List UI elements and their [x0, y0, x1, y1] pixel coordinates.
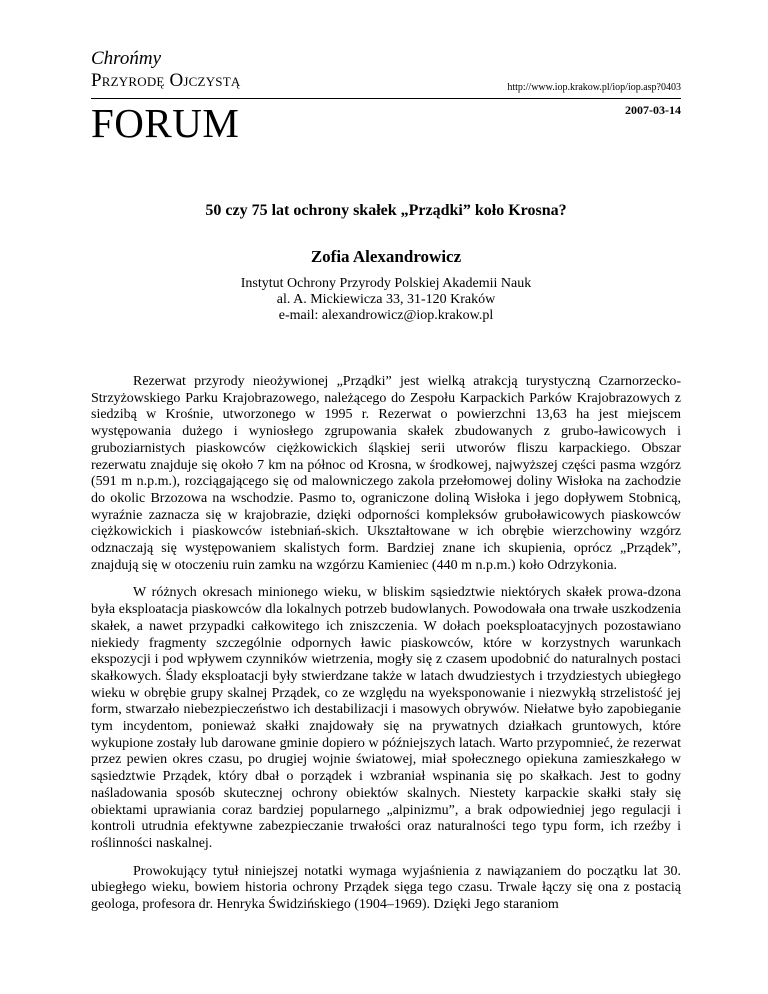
affiliation-email: e-mail: alexandrowicz@iop.krakow.pl: [278, 308, 494, 323]
journal-name-line2: Przyrodę Ojczystą: [91, 70, 241, 91]
body-paragraph: Prowokujący tytuł niniejszej notatki wymaga wyjaśnienia z nawiązaniem do początku lat 30. ubiegłego wieku, bowiem historia ochrony Prządek sięga tego czasu. Trwale łączy się ona z postacią geologa, profesora dr. Henryka Świdzińskiego (1904–1969). Dzięki Jego staraniom: [91, 863, 681, 913]
journal-name-line1: Chrońmy: [91, 48, 162, 69]
article-body: [91, 374, 681, 925]
header-rule: [91, 98, 681, 99]
affiliation-institute: Instytut Ochrony Przyrody Polskiej Akademii Nauk: [240, 276, 532, 291]
body-paragraph: W różnych okresach minionego wieku, w bliskim sąsiedztwie niektórych skałek prowa-dzona była eksploatacja piaskowców dla lokalnych potrzeb budowlanych. Powodowała ona trwałe uszkodzenia skałek, a nawet przypadki całkowitego ich zniszczenia. W dołach poeksploatacyjnych pozostawiano niekiedy fragmenty szczególnie odpornych ławic piaskowców, które w korzystnych warunkach ekspozycji i pod wpływem czynników wietrzenia, mogły się z czasem upodobnić do naturalnych postaci skałkowych. Ślady eksploatacji były stwierdzane także w latach dwudziestych i trzydziestych ubiegłego wieku w obrębie grupy skalnej Prządek, co ze względu na wyeksponowanie i niezwykłą strzelistość jej form, stwarzało niebezpieczeństwo ich destabilizacji i masowych obrywów. Niełatwe było zapobieganie tym incydentom, ponieważ skałki znajdowały się na prywatnych działkach gruntowych, które wykupione zostały lub darowane gminie dopiero w późniejszych latach. Warto przypomnieć, że rezerwat przez pewien okres czasu, po drugiej wojnie światowej, miał społecznego opiekuna zamieszkałego w sąsiedztwie Prządek, który dbał o porządek i wzbraniał wspinania się po skałkach. Jest to godny naśladowania sposób skutecznej ochrony obiektów skalnych. Niestety karpackie skałki stały się obiektami uprawiania coraz bardziej popularnego „alpinizmu”, a brak odpowiedniej jego regulacji i kontroli utrudnia efektywne zabezpieczanie trwałości oraz naturalności tego typu form, ich rzeźby i roślinności naskalnej.: [91, 585, 681, 851]
affiliation-address: al. A. Mickiewicza 33, 31-120 Kraków: [276, 292, 496, 307]
article-title: 50 czy 75 lat ochrony skałek „Prządki” koło Krosna?: [205, 202, 567, 219]
body-paragraph: Rezerwat przyrody nieożywionej „Prządki” jest wielką atrakcją turystyczną Czarnorzecko-Strzyżowskiego Parku Krajobrazowego, należącego do Zespołu Karpackich Parków Krajobrazowych z siedzibą w Krośnie, utworzonego w 1995 r. Rezerwat o powierzchni 13,63 ha jest miejscem występowania dużego i wyniosłego zgrupowania skałek zbudowanych z grubo-ławicowych i gruboziarnistych piaskowców ciężkowickich śląskiej serii utworów fliszu karpackiego. Obszar rezerwatu znajduje się około 7 km na północ od Krosna, w środkowej, najwyższej części pasma wzgórz (591 m n.p.m.), rozciągającego się od malowniczego zakola przełomowej doliny Wisłoka na zachodzie do okolic Brzozowa na wschodzie. Pasmo to, ograniczone doliną Wisłoka i jego dopływem Stobnicą, wyraźnie zaznacza się w krajobrazie, dzięki odporności kompleksów gruboławicowych piaskowców ciężkowickich i piaskowców istebniań-skich. Ukształtowane w ich obrębie wierzchowiny wzgórz odznaczają się występowaniem skalistych form. Bardziej znane ich skupienia, oprócz „Prządek”, znajdują się w otoczeniu ruin zamku na wzgórzu Kamieniec (440 m n.p.m.) koło Odrzykonia.: [91, 374, 681, 573]
section-title: FORUM: [91, 100, 240, 146]
article-author: Zofia Alexandrowicz: [310, 247, 462, 266]
source-url: http://www.iop.krakow.pl/iop/iop.asp?0403: [507, 82, 681, 93]
author-affiliation: [91, 276, 681, 324]
publication-date: 2007-03-14: [625, 103, 681, 117]
